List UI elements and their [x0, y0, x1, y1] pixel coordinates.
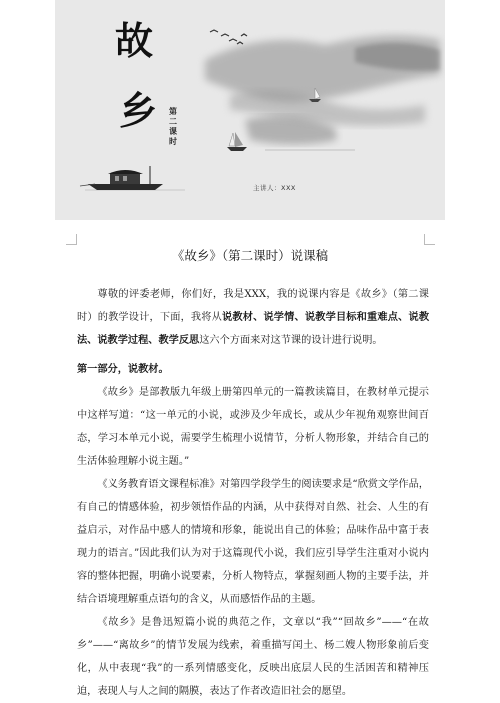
intro-text-end: 这六个方面来对这节课的设计进行说明。 — [199, 335, 383, 346]
document-title: 《故乡》（第二课时）说课稿 — [171, 248, 329, 263]
cover-presenter: 主讲人：XXX — [253, 184, 296, 192]
section-heading: 第一部分，说教材。 — [77, 363, 169, 375]
cover-title-char2: 乡 — [119, 88, 158, 133]
cover-subtitle: 第二课时 — [169, 106, 177, 146]
intro-text: 尊敬的评委老师，你们好，我是XXX，我的说课内容是《故乡》（第二课时）的教学设计，下面，我将从 — [77, 289, 429, 323]
body-paragraph-1: 《故乡》是部教版九年级上册第四单元的一篇教读篇目，在教材单元提示中这样写道：“这一单元的小说，或涉及少年成长，或从少年视角观察世间百态，学习本单元小说，需要学生梳理小说情节，分析人物形象，并结合自己的生活体验理解小说主题。” — [77, 387, 429, 467]
intro-paragraph — [77, 283, 429, 352]
cover-image — [55, 0, 445, 220]
document-body — [77, 283, 429, 703]
page-corner-mark-right — [424, 234, 435, 245]
body-paragraph-2: 《义务教育语文课程标准》对第四学段学生的阅读要求是“欣赏文学作品，有自己的情感体验，初步领悟作品的内涵，从中获得对自然、社会、人生的有益启示，对作品中感人的情境和形象，能说出自己的体验；品味作品中富于表现力的语言。”因此我们认为对于这篇现代小说，我们应引导学生注重对小说内容的整体把握，明确小说要素，分析人物特点，掌握刻画人物的主要手法，并结合语境理解重点语句的含义，从而感悟作品的主题。 — [77, 479, 429, 605]
body-paragraph-3: 《故乡》是鲁迅短篇小说的典范之作，文章以“我”“回故乡”——“在故乡”——“离故乡”的情节发展为线索，着重描写闰土、杨二嫂人物形象前后变化，从中表现“我”的一系列情感变化，反映出底层人民的生活困苦和精神压迫，表现人与人之间的隔膜，表达了作者改造旧社会的愿望。 — [77, 617, 429, 697]
cover-title-char1: 故 — [115, 18, 154, 63]
ink-landscape-illustration — [55, 0, 445, 220]
intro-bold-text: 说教材、说学情、说教学目标和重难点、说教法、说教学过程、教学反思 — [77, 311, 430, 346]
page-corner-mark-left — [66, 234, 77, 245]
